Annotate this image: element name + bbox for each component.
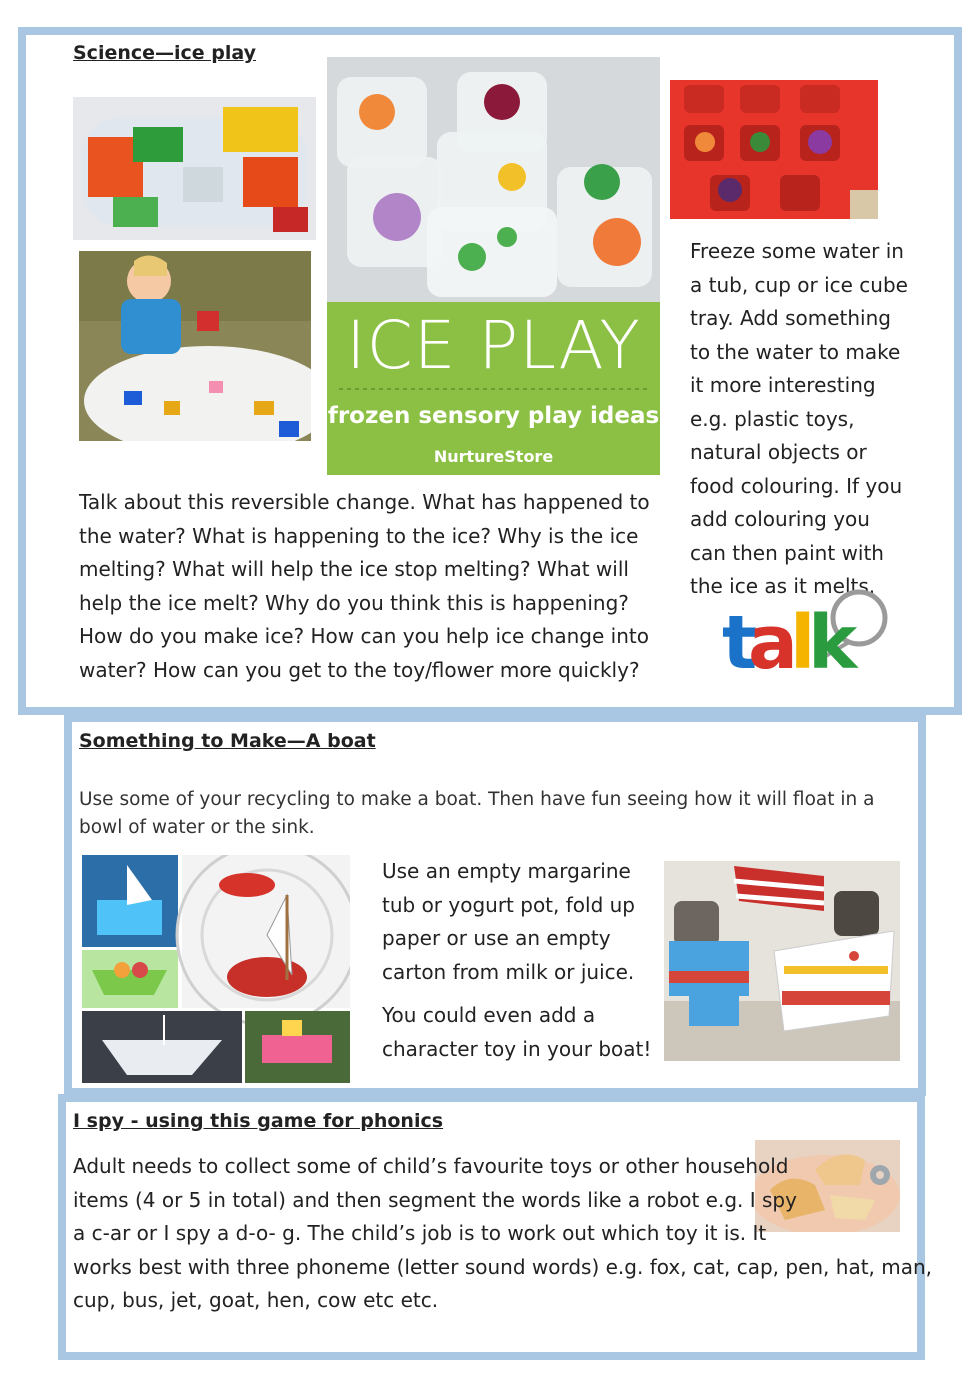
talk-line: Talk about this reversible change. What has happened to <box>79 490 650 514</box>
talk-about-text <box>79 486 650 687</box>
make-heading: Something to Make—A boat <box>79 730 376 752</box>
cover-title: ICE PLAY <box>346 307 641 384</box>
make-middle-line: Use an empty margarine <box>382 859 631 883</box>
make-intro <box>79 786 874 842</box>
talk-letter-l: l <box>790 600 813 686</box>
make-extra-line: You could even add a <box>382 1003 596 1027</box>
talk-line: help the ice melt? Why do you think this is happening? <box>79 590 629 615</box>
boat-collage-photo <box>82 855 350 1083</box>
talk-letter-a: a <box>748 600 795 686</box>
make-middle-text <box>382 855 651 1066</box>
science-heading: Science—ice play <box>73 42 257 64</box>
spy-line: a c-ar or I spy a d-o- g. The child’s job is to work out which toy it is. It <box>73 1221 767 1245</box>
talk-line: water? How can you get to the toy/flower more quickly? <box>79 657 640 682</box>
talk-line: the water? What is happening to the ice? Why is the ice <box>79 523 639 548</box>
carton-boats-photo <box>664 861 900 1061</box>
spy-text <box>73 1150 932 1318</box>
make-middle-line: paper or use an empty <box>382 926 611 950</box>
child-ice-play-photo <box>79 251 311 441</box>
lego-bottle-photo <box>73 97 316 240</box>
talk-letter-k: k <box>808 600 855 686</box>
spy-heading: I spy - using this game for phonics <box>73 1110 444 1132</box>
spy-line: cup, bus, jet, goat, hen, cow etc etc. <box>73 1288 439 1312</box>
talk-line: How do you make ice? How can you help ice change into <box>79 624 649 648</box>
ice-play-cover <box>327 57 660 475</box>
make-extra-line: character toy in your boat! <box>382 1036 652 1061</box>
cover-subtitle: frozen sensory play ideas <box>327 403 660 429</box>
make-middle-line: tub or yogurt pot, fold up <box>382 892 635 917</box>
spy-line: works best with three phoneme (letter sound words) e.g. fox, cat, cap, pen, hat, man, <box>73 1254 933 1279</box>
cover-brand: NurtureStore <box>433 447 554 466</box>
ice-cube-tray-photo <box>670 80 878 219</box>
spy-line: items (4 or 5 in total) and then segment the words like a robot e.g. I spy <box>73 1187 797 1212</box>
make-middle-line: carton from milk or juice. <box>382 959 635 984</box>
talk-logo <box>722 588 892 693</box>
talk-letter-t: t <box>722 600 755 686</box>
make-intro-line: bowl of water or the sink. <box>79 817 315 838</box>
talk-line: melting? What will help the ice stop melting? What will <box>79 557 629 581</box>
make-intro-line: Use some of your recycling to make a boat. Then have fun seeing how it will float in a <box>79 789 875 810</box>
spy-line: Adult needs to collect some of child’s favourite toys or other household <box>73 1154 789 1178</box>
freeze-instructions: Freeze some water in a tub, cup or ice cube tray. Add something to the water to make it more interesting e.g. plastic toys, natural objects or food colouring. If you add colouring you can then paint with the ice as it melts. <box>690 239 908 598</box>
